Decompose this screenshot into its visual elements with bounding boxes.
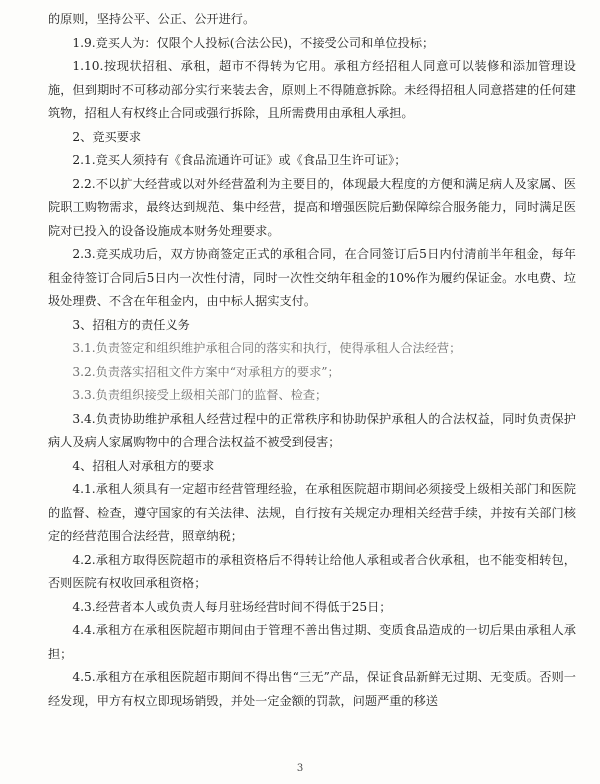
clause-3-2: 3.2.负责落实招租文件方案中“对承租方的要求”； — [72, 364, 340, 379]
clause-3-3: 3.3.负责组织接受上级相关部门的监督、检查； — [72, 388, 328, 402]
clause-2-3: 2.3.竞买成功后，双方协商签定正式的承租合同，在合同签订后5日内付清前半年租金，每年租金待签订合同后5日内一次性付清，同时一次性交纳年租金的10%作为履约保证金。水电费、垃圾处理费、不含在年租金内，由中标人据实支付。 — [48, 247, 576, 308]
clause-1-10: 1.10.按现状招租、承租，超市不得转为它用。承租方经招租人同意可以装修和添加管理设施，但到期时不可移动部分实行来装去舍，原则上不得随意拆除。未经得招租人同意搭建的任何建筑物，招租人有权终止合同或强行拆除，且所需费用由承租人承担。 — [48, 59, 576, 120]
clause-4-3: 4.3.经营者本人或负责人每月驻场经营时间不得低于25日； — [72, 599, 392, 614]
page-number: 3 — [296, 763, 304, 774]
clause-2-1: 2.1.竞买人须持有《食品流通许可证》或《食品卫生许可证》； — [72, 153, 407, 167]
clause-2-2: 2.2.不以扩大经营或以对外经营盈利为主要目的，体现最大程度的方便和满足病人及家属、医院职工购物需求，最终达到规范、集中经营，提高和增强医院后勤保障综合服务能力，同时满足医院对已投入的设备设施成本财务处理要求。 — [48, 176, 576, 238]
paragraph-continuation: 的原则，坚持公平、公正、公开进行。 — [48, 12, 256, 26]
clause-3-1: 3.1.负责签定和组织维护承租合同的落实和执行，使得承租人合法经营； — [72, 341, 462, 355]
clause-4-2: 4.2.承租方取得医院超市的承租资格后不得转让给他人承租或者合伙承租，也不能变相转包，否则医院有权收回承租资格； — [48, 552, 576, 590]
clause-3-4: 3.4.负责协助维护承租人经营过程中的正常秩序和协助保护承租人的合法权益，同时负责保护病人及病人家属购物中的合理合法权益不被受到侵害； — [48, 411, 576, 449]
section-heading-3: 3、招租方的责任义务 — [72, 317, 190, 332]
clause-4-4: 4.4.承租方在承租医院超市期间由于管理不善出售过期、变质食品造成的一切后果由承租人承担； — [48, 623, 576, 661]
section-heading-2: 2、竞买要求 — [72, 129, 142, 144]
clause-4-5: 4.5.承租方在承租医院超市期间不得出售“三无”产品，保证食品新鲜无过期、无变质。否则一经发现，甲方有权立即现场销毁，并处一定金额的罚款，问题严重的移送 — [48, 670, 576, 708]
section-heading-4: 4、招租人对承租方的要求 — [72, 458, 215, 473]
document-body — [48, 8, 576, 713]
clause-4-1: 4.1.承租人须具有一定超市经营管理经验，在承租医院超市期间必须接受上级相关部门和医院的监督、检查，遵守国家的有关法律、法规，自行按有关规定办理相关经营手续，并按有关部门核定的经营范围合法经营，照章纳税； — [48, 482, 576, 543]
clause-1-9: 1.9.竞买人为：仅限个人投标(合法公民)，不接受公司和单位投标； — [72, 35, 435, 50]
